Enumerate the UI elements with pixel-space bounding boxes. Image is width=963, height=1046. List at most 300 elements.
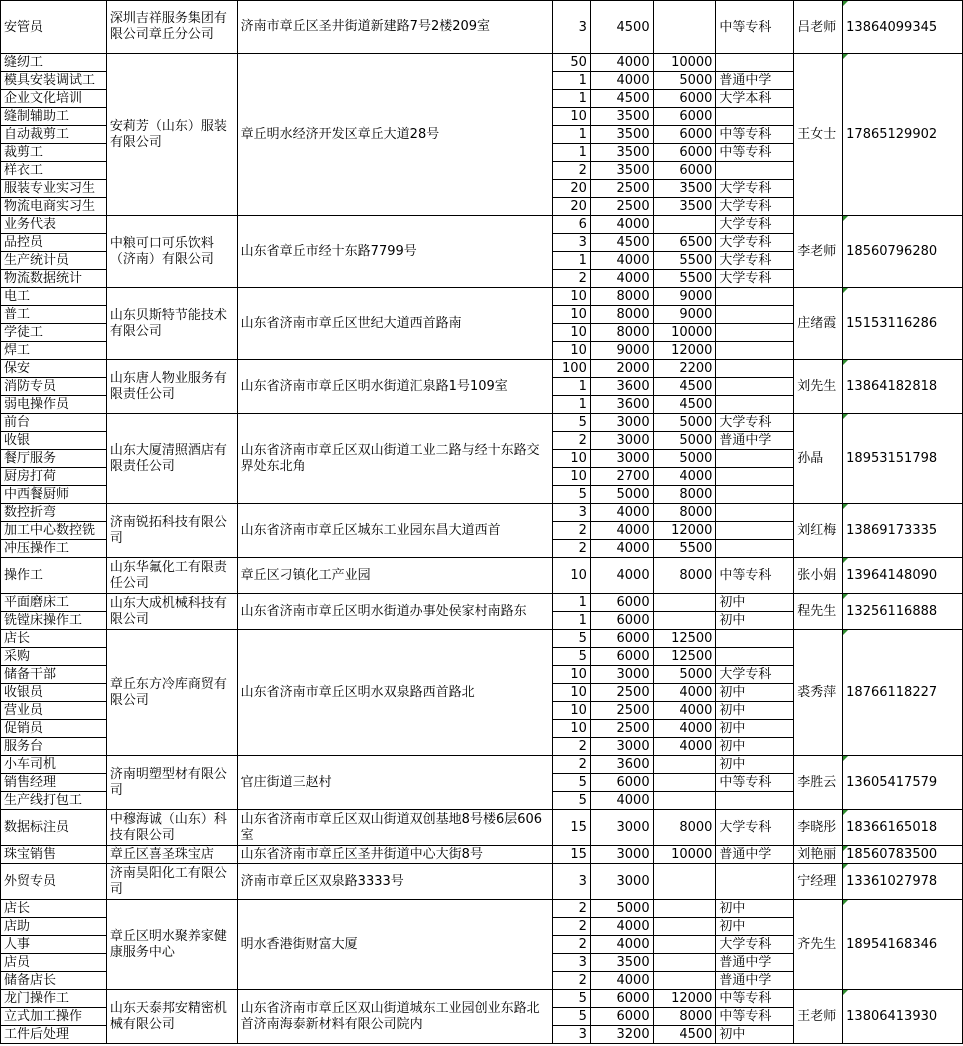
address-cell[interactable]: 山东省济南市章丘区世纪大道西首路南	[237, 288, 552, 360]
job-title-cell[interactable]: 店员	[1, 954, 107, 972]
salary-max-cell[interactable]	[653, 900, 716, 918]
salary-min-cell[interactable]: 4000	[590, 522, 653, 540]
salary-min-cell[interactable]: 3000	[590, 432, 653, 450]
headcount-cell[interactable]: 1	[552, 72, 590, 90]
salary-min-cell[interactable]: 2000	[590, 360, 653, 378]
job-title-cell[interactable]: 小车司机	[1, 756, 107, 774]
salary-max-cell[interactable]: 6000	[653, 144, 716, 162]
education-cell[interactable]	[716, 378, 794, 396]
job-title-cell[interactable]: 铣镗床操作工	[1, 612, 107, 630]
salary-max-cell[interactable]: 10000	[653, 846, 716, 864]
salary-max-cell[interactable]: 12000	[653, 342, 716, 360]
headcount-cell[interactable]: 5	[552, 648, 590, 666]
salary-min-cell[interactable]: 3000	[590, 864, 653, 900]
education-cell[interactable]: 大学专科	[716, 414, 794, 432]
education-cell[interactable]	[716, 792, 794, 810]
salary-min-cell[interactable]: 2500	[590, 684, 653, 702]
headcount-cell[interactable]: 2	[552, 900, 590, 918]
salary-max-cell[interactable]: 4000	[653, 468, 716, 486]
job-title-cell[interactable]: 电工	[1, 288, 107, 306]
salary-min-cell[interactable]: 9000	[590, 342, 653, 360]
salary-min-cell[interactable]: 3000	[590, 666, 653, 684]
headcount-cell[interactable]: 5	[552, 1008, 590, 1026]
contact-cell[interactable]: 王老师	[794, 990, 843, 1044]
salary-max-cell[interactable]: 8000	[653, 810, 716, 846]
salary-min-cell[interactable]: 6000	[590, 774, 653, 792]
salary-max-cell[interactable]: 5500	[653, 252, 716, 270]
education-cell[interactable]: 普通中学	[716, 954, 794, 972]
address-cell[interactable]: 山东省济南市章丘区圣井街道中心大街8号	[237, 846, 552, 864]
education-cell[interactable]	[716, 450, 794, 468]
job-title-cell[interactable]: 数控折弯	[1, 504, 107, 522]
salary-min-cell[interactable]: 6000	[590, 612, 653, 630]
address-cell[interactable]: 章丘明水经济开发区章丘大道28号	[237, 54, 552, 216]
phone-cell[interactable]: 13864099345	[843, 1, 963, 54]
salary-max-cell[interactable]: 10000	[653, 54, 716, 72]
education-cell[interactable]: 大学专科	[716, 252, 794, 270]
salary-min-cell[interactable]: 8000	[590, 324, 653, 342]
salary-max-cell[interactable]	[653, 216, 716, 234]
salary-max-cell[interactable]: 12500	[653, 630, 716, 648]
salary-min-cell[interactable]: 3500	[590, 954, 653, 972]
salary-min-cell[interactable]: 2500	[590, 198, 653, 216]
education-cell[interactable]: 中等专科	[716, 1008, 794, 1026]
contact-cell[interactable]: 李胜云	[794, 756, 843, 810]
salary-max-cell[interactable]: 8000	[653, 504, 716, 522]
salary-max-cell[interactable]: 10000	[653, 324, 716, 342]
education-cell[interactable]	[716, 108, 794, 126]
address-cell[interactable]: 山东省章丘市经十东路7799号	[237, 216, 552, 288]
salary-min-cell[interactable]: 5000	[590, 900, 653, 918]
salary-max-cell[interactable]: 5500	[653, 270, 716, 288]
headcount-cell[interactable]: 1	[552, 594, 590, 612]
education-cell[interactable]: 大学专科	[716, 270, 794, 288]
headcount-cell[interactable]: 1	[552, 90, 590, 108]
job-title-cell[interactable]: 前台	[1, 414, 107, 432]
address-cell[interactable]: 山东省济南市章丘区明水街道汇泉路1号109室	[237, 360, 552, 414]
salary-min-cell[interactable]: 3500	[590, 162, 653, 180]
salary-min-cell[interactable]: 4000	[590, 54, 653, 72]
company-cell[interactable]: 章丘区喜圣珠宝店	[106, 846, 237, 864]
job-title-cell[interactable]: 店长	[1, 900, 107, 918]
contact-cell[interactable]: 李晓彤	[794, 810, 843, 846]
contact-cell[interactable]: 刘艳丽	[794, 846, 843, 864]
education-cell[interactable]: 初中	[716, 612, 794, 630]
headcount-cell[interactable]: 10	[552, 720, 590, 738]
job-title-cell[interactable]: 缝制辅助工	[1, 108, 107, 126]
job-title-cell[interactable]: 安管员	[1, 1, 107, 54]
headcount-cell[interactable]: 3	[552, 864, 590, 900]
salary-max-cell[interactable]: 5500	[653, 540, 716, 558]
headcount-cell[interactable]: 10	[552, 702, 590, 720]
headcount-cell[interactable]: 5	[552, 774, 590, 792]
phone-cell[interactable]: 13256116888	[843, 594, 963, 630]
salary-max-cell[interactable]	[653, 1, 716, 54]
address-cell[interactable]: 山东省济南市章丘区城东工业园东昌大道西首	[237, 504, 552, 558]
salary-max-cell[interactable]: 4500	[653, 378, 716, 396]
company-cell[interactable]: 深圳吉祥服务集团有限公司章丘分公司	[106, 1, 237, 54]
salary-max-cell[interactable]: 4000	[653, 684, 716, 702]
headcount-cell[interactable]: 50	[552, 54, 590, 72]
phone-cell[interactable]: 13864182818	[843, 360, 963, 414]
company-cell[interactable]: 中粮可口可乐饮料（济南）有限公司	[106, 216, 237, 288]
job-title-cell[interactable]: 收银	[1, 432, 107, 450]
contact-cell[interactable]: 裘秀萍	[794, 630, 843, 756]
salary-max-cell[interactable]: 5000	[653, 432, 716, 450]
salary-max-cell[interactable]: 3500	[653, 198, 716, 216]
education-cell[interactable]: 初中	[716, 1026, 794, 1044]
job-title-cell[interactable]: 加工中心数控铣	[1, 522, 107, 540]
salary-max-cell[interactable]: 5000	[653, 414, 716, 432]
education-cell[interactable]: 普通中学	[716, 432, 794, 450]
job-title-cell[interactable]: 人事	[1, 936, 107, 954]
salary-min-cell[interactable]: 4000	[590, 936, 653, 954]
address-cell[interactable]: 济南市章丘区圣井街道新建路7号2楼209室	[237, 1, 552, 54]
salary-max-cell[interactable]: 2200	[653, 360, 716, 378]
education-cell[interactable]: 中等专科	[716, 1, 794, 54]
education-cell[interactable]: 中等专科	[716, 144, 794, 162]
job-title-cell[interactable]: 收银员	[1, 684, 107, 702]
education-cell[interactable]	[716, 630, 794, 648]
education-cell[interactable]: 初中	[716, 738, 794, 756]
salary-max-cell[interactable]: 5000	[653, 450, 716, 468]
salary-min-cell[interactable]: 2500	[590, 720, 653, 738]
headcount-cell[interactable]: 20	[552, 180, 590, 198]
job-title-cell[interactable]: 品控员	[1, 234, 107, 252]
headcount-cell[interactable]: 1	[552, 396, 590, 414]
job-title-cell[interactable]: 缝纫工	[1, 54, 107, 72]
address-cell[interactable]: 济南市章丘区双泉路3333号	[237, 864, 552, 900]
salary-min-cell[interactable]: 6000	[590, 648, 653, 666]
education-cell[interactable]	[716, 288, 794, 306]
salary-min-cell[interactable]: 3000	[590, 414, 653, 432]
education-cell[interactable]: 普通中学	[716, 972, 794, 990]
salary-max-cell[interactable]: 4500	[653, 396, 716, 414]
headcount-cell[interactable]: 5	[552, 630, 590, 648]
address-cell[interactable]: 官庄街道三赵村	[237, 756, 552, 810]
education-cell[interactable]: 大学专科	[716, 234, 794, 252]
headcount-cell[interactable]: 3	[552, 954, 590, 972]
salary-max-cell[interactable]: 3500	[653, 180, 716, 198]
salary-min-cell[interactable]: 3500	[590, 108, 653, 126]
education-cell[interactable]: 初中	[716, 918, 794, 936]
salary-max-cell[interactable]	[653, 972, 716, 990]
headcount-cell[interactable]: 2	[552, 270, 590, 288]
headcount-cell[interactable]: 2	[552, 522, 590, 540]
job-title-cell[interactable]: 储备店长	[1, 972, 107, 990]
company-cell[interactable]: 山东唐人物业服务有限责任公司	[106, 360, 237, 414]
salary-min-cell[interactable]: 4500	[590, 1, 653, 54]
salary-min-cell[interactable]: 4000	[590, 918, 653, 936]
salary-min-cell[interactable]: 4000	[590, 504, 653, 522]
company-cell[interactable]: 山东大厦清照酒店有限责任公司	[106, 414, 237, 504]
salary-max-cell[interactable]: 4000	[653, 702, 716, 720]
headcount-cell[interactable]: 5	[552, 414, 590, 432]
education-cell[interactable]: 中等专科	[716, 558, 794, 594]
education-cell[interactable]: 初中	[716, 594, 794, 612]
education-cell[interactable]	[716, 540, 794, 558]
job-title-cell[interactable]: 采购	[1, 648, 107, 666]
address-cell[interactable]: 山东省济南市章丘区明水街道办事处侯家村南路东	[237, 594, 552, 630]
salary-min-cell[interactable]: 3600	[590, 756, 653, 774]
job-title-cell[interactable]: 立式加工操作	[1, 1008, 107, 1026]
phone-cell[interactable]: 18560796280	[843, 216, 963, 288]
job-title-cell[interactable]: 店助	[1, 918, 107, 936]
headcount-cell[interactable]: 10	[552, 108, 590, 126]
salary-min-cell[interactable]: 3000	[590, 450, 653, 468]
salary-min-cell[interactable]: 6000	[590, 1008, 653, 1026]
headcount-cell[interactable]: 10	[552, 558, 590, 594]
job-title-cell[interactable]: 平面磨床工	[1, 594, 107, 612]
job-title-cell[interactable]: 生产统计员	[1, 252, 107, 270]
salary-max-cell[interactable]: 6000	[653, 108, 716, 126]
job-title-cell[interactable]: 储备干部	[1, 666, 107, 684]
contact-cell[interactable]: 张小娟	[794, 558, 843, 594]
phone-cell[interactable]: 13361027978	[843, 864, 963, 900]
salary-max-cell[interactable]: 5000	[653, 72, 716, 90]
job-title-cell[interactable]: 珠宝销售	[1, 846, 107, 864]
headcount-cell[interactable]: 6	[552, 216, 590, 234]
education-cell[interactable]: 中等专科	[716, 774, 794, 792]
salary-max-cell[interactable]	[653, 774, 716, 792]
education-cell[interactable]	[716, 864, 794, 900]
salary-min-cell[interactable]: 4000	[590, 540, 653, 558]
contact-cell[interactable]: 刘红梅	[794, 504, 843, 558]
job-title-cell[interactable]: 业务代表	[1, 216, 107, 234]
salary-max-cell[interactable]: 4000	[653, 738, 716, 756]
headcount-cell[interactable]: 2	[552, 972, 590, 990]
job-title-cell[interactable]: 物流电商实习生	[1, 198, 107, 216]
job-title-cell[interactable]: 自动裁剪工	[1, 126, 107, 144]
education-cell[interactable]: 大学专科	[716, 810, 794, 846]
headcount-cell[interactable]: 10	[552, 684, 590, 702]
contact-cell[interactable]: 吕老师	[794, 1, 843, 54]
headcount-cell[interactable]: 1	[552, 144, 590, 162]
company-cell[interactable]: 章丘区明水聚养家健康服务中心	[106, 900, 237, 990]
address-cell[interactable]: 明水香港街财富大厦	[237, 900, 552, 990]
education-cell[interactable]	[716, 360, 794, 378]
job-title-cell[interactable]: 营业员	[1, 702, 107, 720]
salary-max-cell[interactable]	[653, 918, 716, 936]
address-cell[interactable]: 山东省济南市章丘区双山街道城东工业园创业东路北首济南海泰新材料有限公司院内	[237, 990, 552, 1044]
address-cell[interactable]: 山东省济南市章丘区双山街道双创基地8号楼6层606室	[237, 810, 552, 846]
job-title-cell[interactable]: 样衣工	[1, 162, 107, 180]
company-cell[interactable]: 山东华氟化工有限责任公司	[106, 558, 237, 594]
salary-max-cell[interactable]	[653, 792, 716, 810]
salary-max-cell[interactable]: 4000	[653, 720, 716, 738]
education-cell[interactable]: 大学专科	[716, 180, 794, 198]
phone-cell[interactable]: 13605417579	[843, 756, 963, 810]
education-cell[interactable]: 普通中学	[716, 846, 794, 864]
salary-min-cell[interactable]: 4000	[590, 252, 653, 270]
job-title-cell[interactable]: 模具安装调试工	[1, 72, 107, 90]
salary-min-cell[interactable]: 2500	[590, 702, 653, 720]
phone-cell[interactable]: 13806413930	[843, 990, 963, 1044]
salary-max-cell[interactable]	[653, 612, 716, 630]
salary-max-cell[interactable]: 6000	[653, 162, 716, 180]
address-cell[interactable]: 山东省济南市章丘区明水双泉路西首路北	[237, 630, 552, 756]
salary-max-cell[interactable]: 12000	[653, 522, 716, 540]
headcount-cell[interactable]: 15	[552, 810, 590, 846]
headcount-cell[interactable]: 3	[552, 1, 590, 54]
job-title-cell[interactable]: 学徒工	[1, 324, 107, 342]
salary-min-cell[interactable]: 4000	[590, 72, 653, 90]
education-cell[interactable]	[716, 504, 794, 522]
address-cell[interactable]: 章丘区刁镇化工产业园	[237, 558, 552, 594]
salary-max-cell[interactable]	[653, 594, 716, 612]
job-title-cell[interactable]: 生产线打包工	[1, 792, 107, 810]
phone-cell[interactable]: 18560783500	[843, 846, 963, 864]
job-title-cell[interactable]: 厨房打荷	[1, 468, 107, 486]
contact-cell[interactable]: 庄绪霞	[794, 288, 843, 360]
salary-min-cell[interactable]: 3000	[590, 846, 653, 864]
job-title-cell[interactable]: 数据标注员	[1, 810, 107, 846]
salary-min-cell[interactable]: 3600	[590, 378, 653, 396]
education-cell[interactable]: 初中	[716, 756, 794, 774]
education-cell[interactable]	[716, 396, 794, 414]
company-cell[interactable]: 山东贝斯特节能技术有限公司	[106, 288, 237, 360]
job-title-cell[interactable]: 工件后处理	[1, 1026, 107, 1044]
headcount-cell[interactable]: 2	[552, 918, 590, 936]
job-title-cell[interactable]: 企业文化培训	[1, 90, 107, 108]
headcount-cell[interactable]: 100	[552, 360, 590, 378]
salary-max-cell[interactable]	[653, 954, 716, 972]
education-cell[interactable]	[716, 648, 794, 666]
education-cell[interactable]: 大学专科	[716, 936, 794, 954]
headcount-cell[interactable]: 2	[552, 432, 590, 450]
job-title-cell[interactable]: 中西餐厨师	[1, 486, 107, 504]
job-title-cell[interactable]: 服装专业实习生	[1, 180, 107, 198]
headcount-cell[interactable]: 10	[552, 306, 590, 324]
salary-min-cell[interactable]: 2500	[590, 180, 653, 198]
headcount-cell[interactable]: 10	[552, 324, 590, 342]
headcount-cell[interactable]: 3	[552, 1026, 590, 1044]
salary-min-cell[interactable]: 6000	[590, 990, 653, 1008]
education-cell[interactable]: 大学本科	[716, 90, 794, 108]
job-title-cell[interactable]: 外贸专员	[1, 864, 107, 900]
job-title-cell[interactable]: 餐厅服务	[1, 450, 107, 468]
headcount-cell[interactable]: 1	[552, 612, 590, 630]
salary-min-cell[interactable]: 6000	[590, 630, 653, 648]
job-title-cell[interactable]: 普工	[1, 306, 107, 324]
job-title-cell[interactable]: 裁剪工	[1, 144, 107, 162]
salary-max-cell[interactable]: 5000	[653, 666, 716, 684]
contact-cell[interactable]: 刘先生	[794, 360, 843, 414]
contact-cell[interactable]: 齐先生	[794, 900, 843, 990]
education-cell[interactable]: 初中	[716, 702, 794, 720]
salary-min-cell[interactable]: 3600	[590, 396, 653, 414]
company-cell[interactable]: 中穆海诚（山东）科技有限公司	[106, 810, 237, 846]
salary-max-cell[interactable]: 6000	[653, 126, 716, 144]
salary-min-cell[interactable]: 3500	[590, 126, 653, 144]
education-cell[interactable]: 初中	[716, 684, 794, 702]
phone-cell[interactable]: 17865129902	[843, 54, 963, 216]
salary-min-cell[interactable]: 5000	[590, 486, 653, 504]
headcount-cell[interactable]: 2	[552, 162, 590, 180]
company-cell[interactable]: 济南锐拓科技有限公司	[106, 504, 237, 558]
salary-min-cell[interactable]: 3200	[590, 1026, 653, 1044]
salary-min-cell[interactable]: 4500	[590, 90, 653, 108]
salary-min-cell[interactable]: 8000	[590, 306, 653, 324]
company-cell[interactable]: 安莉芳（山东）服装有限公司	[106, 54, 237, 216]
headcount-cell[interactable]: 5	[552, 792, 590, 810]
address-cell[interactable]: 山东省济南市章丘区双山街道工业二路与经十东路交界处东北角	[237, 414, 552, 504]
education-cell[interactable]: 大学专科	[716, 216, 794, 234]
salary-min-cell[interactable]: 4000	[590, 270, 653, 288]
company-cell[interactable]: 山东天泰邦安精密机械有限公司	[106, 990, 237, 1044]
job-title-cell[interactable]: 焊工	[1, 342, 107, 360]
salary-max-cell[interactable]: 12500	[653, 648, 716, 666]
salary-max-cell[interactable]: 9000	[653, 288, 716, 306]
salary-min-cell[interactable]: 6000	[590, 594, 653, 612]
headcount-cell[interactable]: 1	[552, 252, 590, 270]
phone-cell[interactable]: 13869173335	[843, 504, 963, 558]
job-title-cell[interactable]: 冲压操作工	[1, 540, 107, 558]
education-cell[interactable]: 中等专科	[716, 126, 794, 144]
salary-max-cell[interactable]: 6000	[653, 90, 716, 108]
education-cell[interactable]: 初中	[716, 720, 794, 738]
job-title-cell[interactable]: 弱电操作员	[1, 396, 107, 414]
salary-max-cell[interactable]: 9000	[653, 306, 716, 324]
salary-min-cell[interactable]: 4500	[590, 234, 653, 252]
salary-max-cell[interactable]: 12000	[653, 990, 716, 1008]
salary-min-cell[interactable]: 8000	[590, 288, 653, 306]
headcount-cell[interactable]: 10	[552, 468, 590, 486]
education-cell[interactable]: 大学专科	[716, 198, 794, 216]
headcount-cell[interactable]: 3	[552, 504, 590, 522]
salary-max-cell[interactable]	[653, 756, 716, 774]
education-cell[interactable]	[716, 306, 794, 324]
phone-cell[interactable]: 18766118227	[843, 630, 963, 756]
headcount-cell[interactable]: 20	[552, 198, 590, 216]
salary-max-cell[interactable]	[653, 936, 716, 954]
company-cell[interactable]: 济南明塑型材有限公司	[106, 756, 237, 810]
headcount-cell[interactable]: 3	[552, 234, 590, 252]
phone-cell[interactable]: 13964148090	[843, 558, 963, 594]
headcount-cell[interactable]: 10	[552, 288, 590, 306]
headcount-cell[interactable]: 10	[552, 450, 590, 468]
education-cell[interactable]	[716, 468, 794, 486]
phone-cell[interactable]: 15153116286	[843, 288, 963, 360]
job-title-cell[interactable]: 店长	[1, 630, 107, 648]
education-cell[interactable]	[716, 324, 794, 342]
education-cell[interactable]	[716, 522, 794, 540]
job-title-cell[interactable]: 龙门操作工	[1, 990, 107, 1008]
headcount-cell[interactable]: 10	[552, 342, 590, 360]
company-cell[interactable]: 济南昊阳化工有限公司	[106, 864, 237, 900]
contact-cell[interactable]: 孙晶	[794, 414, 843, 504]
education-cell[interactable]	[716, 342, 794, 360]
education-cell[interactable]	[716, 486, 794, 504]
company-cell[interactable]: 章丘东方冷库商贸有限公司	[106, 630, 237, 756]
education-cell[interactable]: 中等专科	[716, 990, 794, 1008]
headcount-cell[interactable]: 1	[552, 126, 590, 144]
contact-cell[interactable]: 程先生	[794, 594, 843, 630]
education-cell[interactable]: 大学专科	[716, 666, 794, 684]
job-title-cell[interactable]: 消防专员	[1, 378, 107, 396]
job-title-cell[interactable]: 服务台	[1, 738, 107, 756]
salary-min-cell[interactable]: 4000	[590, 216, 653, 234]
headcount-cell[interactable]: 2	[552, 540, 590, 558]
phone-cell[interactable]: 18366165018	[843, 810, 963, 846]
headcount-cell[interactable]: 15	[552, 846, 590, 864]
job-title-cell[interactable]: 促销员	[1, 720, 107, 738]
salary-min-cell[interactable]: 3000	[590, 810, 653, 846]
headcount-cell[interactable]: 2	[552, 936, 590, 954]
headcount-cell[interactable]: 10	[552, 666, 590, 684]
headcount-cell[interactable]: 1	[552, 378, 590, 396]
salary-min-cell[interactable]: 3000	[590, 738, 653, 756]
